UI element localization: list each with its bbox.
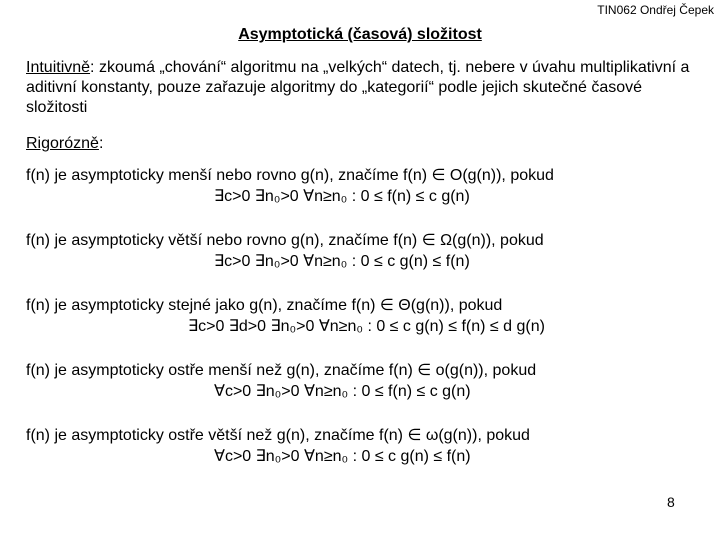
definition-line: f(n) je asymptoticky stejné jako g(n), značíme f(n) ∈ Θ(g(n)), pokud <box>26 297 503 314</box>
definition-big-omega <box>26 230 706 272</box>
definition-big-theta <box>26 295 706 337</box>
definition-line: f(n) je asymptoticky ostře větší než g(n), značíme f(n) ∈ ω(g(n)), pokud <box>26 427 530 444</box>
rigorous-suffix: : <box>98 135 104 152</box>
definition-line: f(n) je asymptoticky větší nebo rovno g(n), značíme f(n) ∈ Ω(g(n)), pokud <box>26 232 544 249</box>
intro-text: : zkoumá „chování“ algoritmu na „velkých“ datech, tj. nebere v úvahu multiplikativní a aditivní konstanty, pouze zařazuje algoritmy do „kategorií“ podle jejich skutečné časové složitosti <box>26 59 690 116</box>
slide-title: Asymptotická (časová) složitost <box>238 26 482 43</box>
slide-header: TIN062 Ondřej Čepek <box>597 3 714 17</box>
definition-condition: ∀c>0 ∃n₀>0 ∀n≥n₀ : 0 ≤ c g(n) ≤ f(n) <box>214 448 471 465</box>
page-number: 8 <box>667 494 675 510</box>
definition-little-o <box>26 360 706 402</box>
definition-condition: ∃c>0 ∃d>0 ∃n₀>0 ∀n≥n₀ : 0 ≤ c g(n) ≤ f(n) ≤ d g(n) <box>188 318 545 335</box>
definition-line: f(n) je asymptoticky menší nebo rovno g(n), značíme f(n) ∈ O(g(n)), pokud <box>26 167 554 184</box>
intro-paragraph <box>26 58 696 118</box>
definition-condition: ∀c>0 ∃n₀>0 ∀n≥n₀ : 0 ≤ f(n) ≤ c g(n) <box>214 383 471 400</box>
definition-line: f(n) je asymptoticky ostře menší než g(n), značíme f(n) ∈ o(g(n)), pokud <box>26 362 537 379</box>
definition-big-o <box>26 165 706 207</box>
definition-little-omega <box>26 425 706 467</box>
rigorous-label: Rigorózně <box>26 135 99 152</box>
intro-label: Intuitivně <box>26 59 91 76</box>
rigorous-heading <box>26 135 103 153</box>
definition-condition: ∃c>0 ∃n₀>0 ∀n≥n₀ : 0 ≤ f(n) ≤ c g(n) <box>214 188 470 205</box>
definition-condition: ∃c>0 ∃n₀>0 ∀n≥n₀ : 0 ≤ c g(n) ≤ f(n) <box>214 253 470 270</box>
